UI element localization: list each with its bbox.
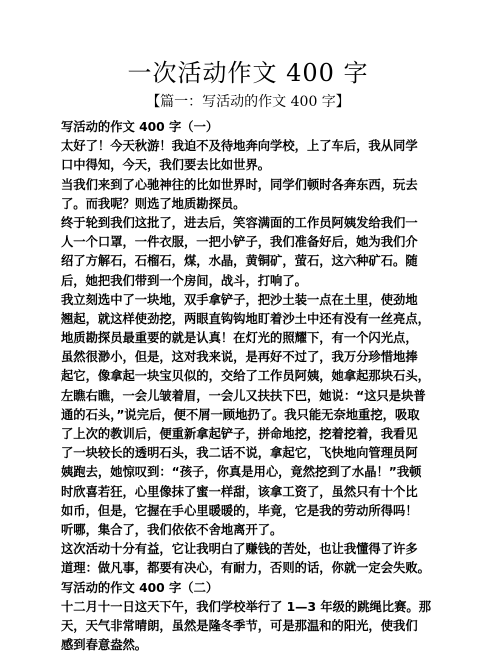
text-line: 口中得知，今天，我们要去比如世界。 <box>61 158 271 173</box>
text-line: 了一块较长的透明石头，我二话不说，拿起它，飞快地向管理员阿 <box>61 446 418 461</box>
document-subtitle: 【篇一：写活动的作文 400 字】 <box>146 94 350 110</box>
text-line: 地质勘探员最重要的就是认真！在灯光的照耀下，有一个闪光点， <box>61 331 418 346</box>
text-line: 如币，但是，它握在手心里暖暖的，毕竟，它是我的劳动所得吗！ <box>61 503 418 518</box>
text-line: 听哪，集合了，我们依依不舍地离开了。 <box>61 522 283 537</box>
text-line: 了。而我呢？则选了地质勘探员。 <box>61 196 246 211</box>
text-line: 十二月十一日这天下午，我们学校举行了 1—3 年级的跳绳比赛。那 <box>61 599 431 614</box>
text-line: 当我们来到了心驰神往的比如世界时，同学们顿时各奔东西，玩去 <box>61 177 418 192</box>
text-line: 翘起，就这样使劲挖，两眼直钩钩地盯着沙土中还有没有一丝亮点， <box>61 311 430 326</box>
text-line: 通的石头，”说完后，便不屑一顾地扔了。我只能无奈地重挖，吸取 <box>61 407 420 422</box>
text-line: 天，天气非常晴朗，虽然是隆冬季节，可是那温和的阳光，使我们 <box>61 618 418 633</box>
text-line: 我立刻选中了一块地，双手拿铲子，把沙土装一点在土里，使劲地 <box>61 292 418 307</box>
text-line: 后，她把我们带到一个房间，战斗，打响了。 <box>61 273 307 288</box>
text-line: 绍了方解石，石榴石，煤，水晶，黄铜矿，萤石，这六种矿石。随 <box>61 254 418 269</box>
text-line: 虽然很渺小，但是，这对我来说，是再好不过了，我万分珍惜地捧 <box>61 350 418 365</box>
text-line: 太好了！今天秋游！我迫不及待地奔向学校，上了车后，我从同学 <box>61 139 418 154</box>
text-line: 人一个口罩，一件衣服，一把小铲子，我们准备好后，她为我们介 <box>61 235 418 250</box>
text-line: 写活动的作文 400 字（二） <box>61 580 219 595</box>
text-line: 姨跑去，她惊叹到：“孩子，你真是用心，竟然挖到了水晶！”我顿 <box>61 465 422 480</box>
text-line: 时欣喜若狂，心里像抹了蜜一样甜，该拿工资了，虽然只有十个比 <box>61 484 418 499</box>
text-line: 终于轮到我们这批了，进去后，笑容满面的工作员阿姨发给我们一 <box>61 215 418 230</box>
document-title: 一次活动作文 400 字 <box>127 59 369 87</box>
document-body <box>61 118 445 655</box>
text-line: 感到春意盎然。 <box>61 638 148 653</box>
text-line: 左瞧右瞧，一会儿皱着眉，一会儿又扶扶下巴，她说：“这只是块普 <box>61 388 426 403</box>
text-line: 了上次的教训后，便重新拿起铲子，拼命地挖，挖着挖着，我看见 <box>61 427 418 441</box>
text-line: 写活动的作文 400 字（一） <box>61 120 219 134</box>
text-line: 起它，像拿起一块宝贝似的，交给了工作员阿姨，她拿起那块石头， <box>61 369 430 384</box>
text-line: 这次活动十分有益，它让我明白了赚钱的苦处，也让我懂得了许多 <box>61 542 418 557</box>
text-line: 道理：做凡事，都要有决心，有耐力，否则的话，你就一定会失败。 <box>61 561 430 576</box>
